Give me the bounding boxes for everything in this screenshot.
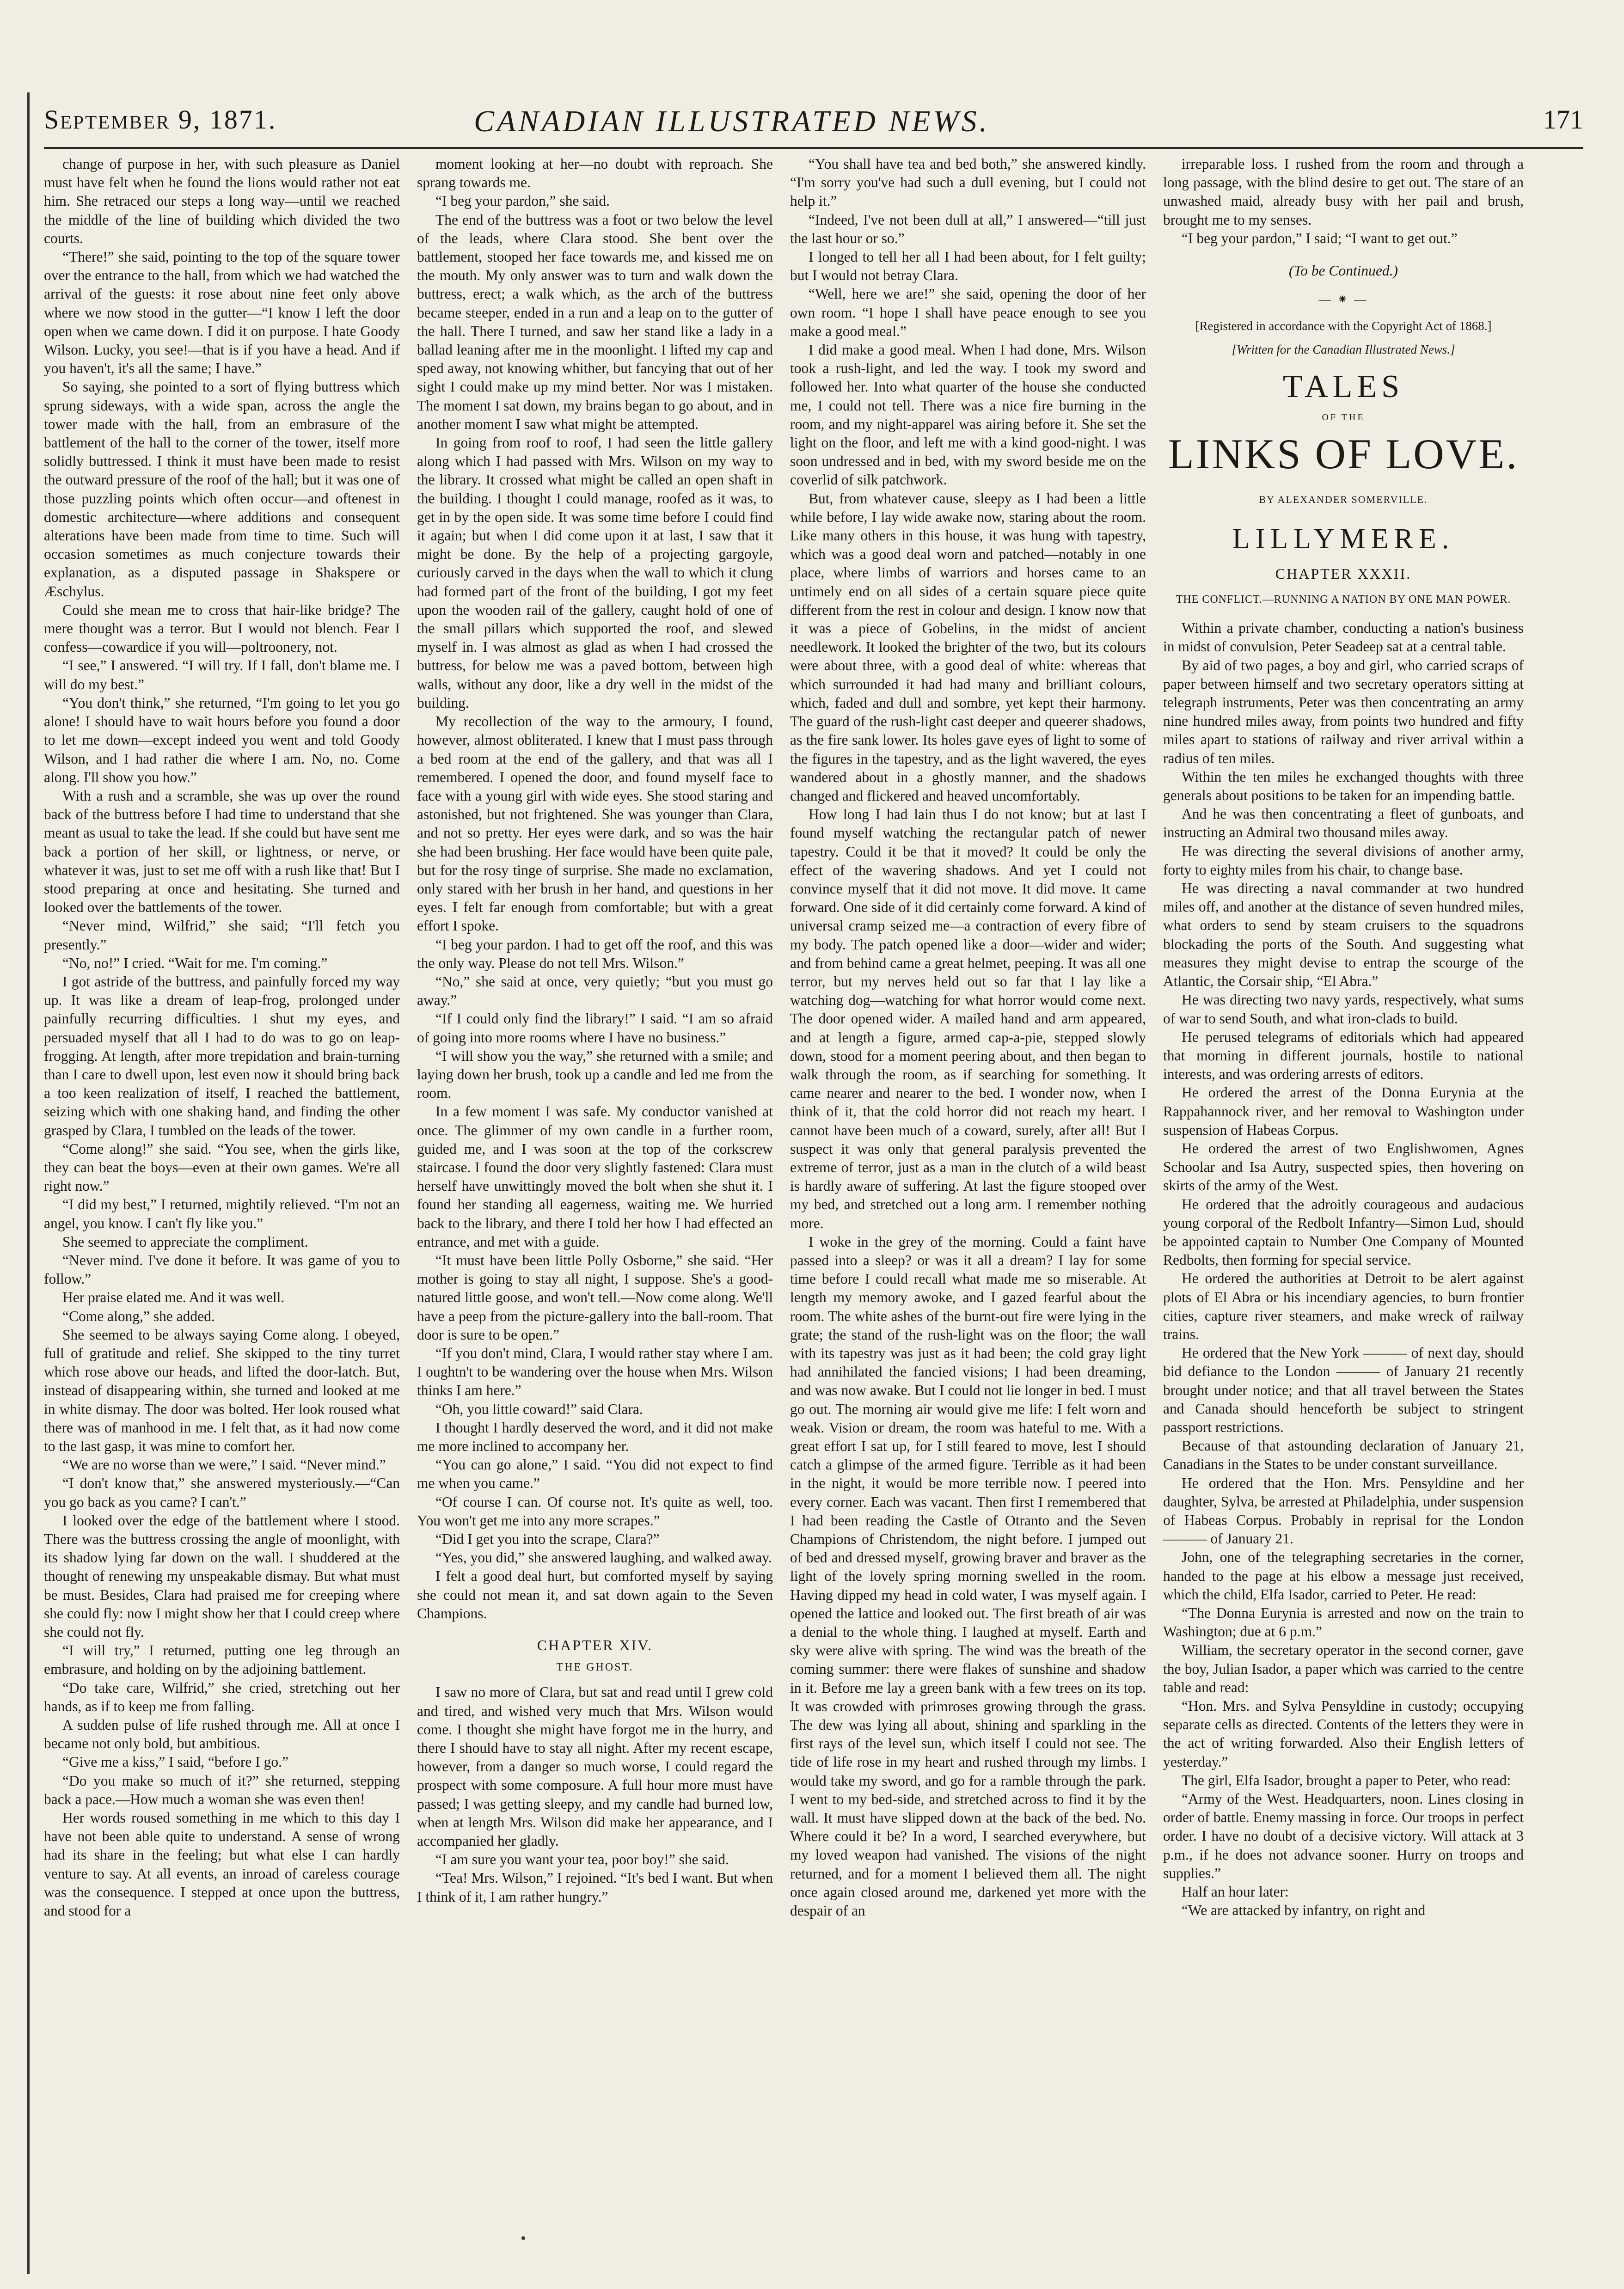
story-title: LILLYMERE. [1232,523,1455,555]
paragraph: “I see,” I answered. “I will try. If I fall, don't blame me. I will do my best.” [44,657,400,692]
paragraph: “No,” she said at once, very quietly; “but you must go away.” [417,973,773,1009]
paragraph: “I am sure you want your tea, poor boy!” she said. [435,1851,729,1868]
paragraph: Half an hour later: [1182,1884,1289,1900]
paragraph: “I don't know that,” she answered mysteriously.—“Can you go back as you came? I can't.” [44,1475,400,1510]
paragraph: “If you don't mind, Clara, I would rather stay where I am. I oughtn't to be wandering over the house when Mrs. Wilson thinks I am here.” [417,1345,773,1399]
paragraph: change of purpose in her, with such pleasure as Daniel must have felt when he found the lions would rather not eat him. She retraced our steps a long way—until we reached the middle of the line of building which divided the two courts. [44,156,400,246]
paragraph: “Never mind. I've done it before. It was game of you to follow.” [44,1252,400,1287]
page-header [44,99,1583,150]
chapter-subhead: THE GHOST. [556,1661,634,1674]
paragraph: He was directing two navy yards, respectively, what sums of war to send South, and what iron-clads to build. [1163,991,1524,1027]
series-title-links: LINKS OF LOVE. [1168,430,1519,477]
paragraph: moment looking at her—no doubt with reproach. She sprang towards me. [417,156,773,191]
column-2 [417,155,773,1906]
paragraph: “Come along,” she added. [62,1308,215,1324]
paragraph: The girl, Elfa Isador, brought a paper to Peter, who read: [1182,1772,1511,1788]
paragraph: She seemed to be always saying Come along. I obeyed, full of gratitude and relief. She skipped to the tiny turret which rose above our heads, and lifted the door-latch. But, instead of disappearing within, she turned and looked at me in white dismay. The door was bolted. Her look roused what there was of manhood in me. I felt that, as it had now come to the last gasp, it was mine to comfort her. [44,1326,400,1455]
paragraph: I woke in the grey of the morning. Could a faint have passed into a sleep? or was it all a dream? I lay for some time before I could recall what made me so miserable. At length my memory awoke, and I gazed fearful about the room. The white ashes of the burnt-out fire were lying in the grate; the stand of the rush-light was on the floor; the wall with its tapestry was just as it had been; the cold gray light had annihilated the fancied visions; I had been dreaming, and was now awake. But I could not lie longer in bed. I must go out. The morning air would give me life: I felt worn and weak. Vision or dream, the room was hateful to me. With a great effort I sat up, for I still feared to move, lest I should catch a glimpse of the armed figure. Terrible as it had been in the night, it would be more terrible now. I peered into every corner. Each was vacant. Then first I remembered that I had been reading the Castle of Otranto and the Seven Champions of Christendom, the night before. I jumped out of bed and dressed myself, growing braver and braver as the light of the lovely spring morning swelled in the room. Having dipped my head in cold water, I was myself again. I opened the lattice and looked out. The first breath of air was a denial to the whole thing. I laughed at myself. Earth and sky were alive with spring. The wind was the breath of the coming summer: there were flakes of sunshine and shadow in it. Before me lay a green bank with a few trees on its top. It was crowded with primroses growing through the grass. The dew was lying all about, shining and sparkling in the first rays of the level sun, which itself I could not see. The tide of life rose in my heart and rushed through my limbs. I would take my sword, and go for a ramble through the park. I went to my bed-side, and stretched across to find it by the wall. It must have slipped down at the back of the bed. No. Where could it be? In a word, I searched everywhere, but my loved weapon had vanished. The visions of the night returned, and for a moment I believed them all. The night once again closed around me, darkened yet more with the despair of an [790,1233,1146,1919]
ornament-divider: — ⁕ — [1318,293,1368,306]
paragraph: “Do you make so much of it?” she returned, stepping back a pace.—How much a woman she was even then! [44,1772,400,1807]
paragraph: In a few moment I was safe. My conductor vanished at once. The glimmer of my own candle in a further room, guided me, and I was soon at the top of the corkscrew staircase. I found the door very slightly fastened: Clara must herself have unwittingly moved the bolt when she shut it. I found her standing all eagerness, waiting me. We hurried back to the library, and there I told her how I had effected an entrance, and met with a guide. [417,1103,773,1250]
paragraph: “I will show you the way,” she returned with a smile; and laying down her brush, took up a candle and led me from the room. [417,1047,773,1102]
copyright-notice: [Registered in accordance with the Copyright Act of 1868.] [1195,319,1492,333]
paragraph: Within the ten miles he exchanged thoughts with three generals about positions to be taken for an impending battle. [1163,768,1524,804]
paragraph: William, the secretary operator in the second corner, gave the boy, Julian Isador, a paper which was carried to the centre table and read: [1163,1642,1524,1695]
paragraph: Because of that astounding declaration of January 21, Canadians in the States to be under constant surveillance. [1163,1438,1524,1473]
paragraph: I did make a good meal. When I had done, Mrs. Wilson took a rush-light, and led the way. I took my sword and followed her. Into what quarter of the house she conducted me, I could not tell. There was a nice fire burning in the room, and my night-apparel was airing before it. She set the light on the floor, and left me with a kind good-night. I was soon undressed and in bed, with my sword beside me on the coverlid of silk patchwork. [790,342,1146,488]
paragraph: irreparable loss. I rushed from the room and through a long passage, with the blind desire to get out. The stare of an unwashed maid, already busy with her pail and brush, brought me to my senses. [1163,156,1524,228]
paragraph: By aid of two pages, a boy and girl, who carried scraps of paper between himself and two secretary operators sitting at telegraph instruments, Peter was then concentrating an army nine hundred miles away, from points two hundred and fifty miles apart to stations of railway and river arrival within a radius of ten miles. [1163,657,1524,766]
paragraph: “You don't think,” she returned, “I'm going to let you go alone! I should have to wait hours before you found a door to let me down—except indeed you went and told Goody Wilson, and I had rather die where I am. No, no. Come along. I'll show you how.” [44,694,400,785]
paragraph: He ordered that the New York ——— of next day, should bid defiance to the London ——— of January 21 recently brought under notice; and that all travel between the States and Canada should henceforth be subject to stringent passport restrictions. [1163,1345,1524,1435]
paragraph: In going from roof to roof, I had seen the little gallery along which I had passed with Mrs. Wilson on my way to the library. It crossed what might be called an open shaft in the building. I thought I could manage, roofed as it was, to get in by the open side. It was some time before I could find it again; but when I did come upon it at last, I saw that it might be done. By the help of a projecting gargoyle, curiously carved in the days when the wall to which it clung had formed part of the front of the building, I got my feet upon the wooden rail of the gallery, caught hold of one of the small pillars which supported the roof, and slewed myself in. I was almost as glad as when I had crossed the buttress, for below me was a paved bottom, between high walls, without any door, like a dry well in the midst of the building. [417,435,773,711]
paragraph: He perused telegrams of editorials which had appeared that morning in different journals, hostile to national interests, and was ordering arrests of editors. [1163,1028,1524,1083]
paragraph: “You can go alone,” I said. “You did not expect to find me when you came.” [417,1457,773,1492]
column-4 [1163,155,1524,1920]
paragraph: She seemed to appreciate the compliment. [62,1233,308,1250]
paragraph: “Well, here we are!” she said, opening the door of her own room. “I hope I shall have peace enough to see you make a good meal.” [790,286,1146,339]
paragraph: “Never mind, Wilfrid,” she said; “I'll fetch you presently.” [44,918,400,953]
paragraph: “Oh, you little coward!” said Clara. [435,1401,643,1417]
paragraph: He was directing a naval commander at two hundred miles off, and another at the distance of seven hundred miles, what orders to send by steam cruisers to the squadrons blockading the ports of the South. And suggesting what measures they might devise to entrap the scourge of the Atlantic, the Corsair ship, “El Abra.” [1163,880,1524,990]
paragraph: He ordered that the adroitly courageous and audacious young corporal of the Redbolt Infantry—Simon Lud, should be appointed captain to Number One Company of Mounted Redbolts, then forming for special service. [1163,1196,1524,1268]
header-date: September 9, 1871. [44,104,277,135]
paragraph: I saw no more of Clara, but sat and read until I grew cold and tired, and wished very much that Mrs. Wilson would come. I thought she might have forgot me in the hurry, and there I should have to stay all night. After my recent escape, however, from a danger so much worse, I could regard the prospect with some composure. A full hour more must have passed; I was getting sleepy, and my candle had burned low, when at length Mrs. Wilson did make her appearance, and I accompanied her gladly. [417,1684,773,1849]
paragraph: “I beg your pardon,” she said. [435,193,610,209]
paragraph: He was directing the several divisions of another army, forty to eighty miles from his chair, to change base. [1163,843,1524,878]
paragraph: “I beg your pardon,” I said; “I want to get out.” [1182,230,1458,246]
paragraph: A sudden pulse of life rushed through me. All at once I became not only bold, but ambitious. [44,1717,400,1752]
paragraph: “I will try,” I returned, putting one leg through an embrasure, and holding on by the adjoining battlement. [44,1642,400,1677]
publication-title: CANADIAN ILLUSTRATED NEWS. [474,104,990,138]
paragraph: I got astride of the buttress, and painfully forced my way up. It was like a dream of leap-frog, prolonged under painfully recurring difficulties. I shut my eyes, and persuaded myself that all I had to do was to go on leap-frogging. At length, after more trepidation and brain-turning than I care to dwell upon, lest even now it should bring back a too keen realization of itself, I reached the battlement, seizing which with one shaking hand, and finding the other grasped by Clara, I tumbled on the leads of the tower. [44,973,400,1138]
written-for-note: [Written for the Canadian Illustrated News.] [1232,343,1455,357]
paragraph: “If I could only find the library!” I said. “I am so afraid of going into more rooms where I have no business.” [417,1010,773,1046]
series-title-of-the: OF THE [1322,412,1365,422]
paragraph: He ordered the authorities at Detroit to be alert against plots of El Abra or his incendiary agencies, to burn frontier cities, capture river steamers, and make wreck of railway trains. [1163,1270,1524,1342]
paragraph: Within a private chamber, conducting a nation's business in midst of convulsion, Peter Seadeep sat at a central table. [1163,620,1524,655]
chapter-heading-2: CHAPTER XXXII. [1275,565,1412,582]
paragraph: But, from whatever cause, sleepy as I had been a little while before, I lay wide awake now, staring about the room. Like many others in this house, it was hung with tapestry, which was a good deal worn and patched—notably in one place, where limbs of warriors and horses came to an untimely end on all sides of a certain square piece quite different from the rest in colour and design. I know now that it was a piece of Gobelins, in the midst of ancient needlework. It looked the brighter of the two, but its colours were about three, with a good deal of white: whereas that which surrounded it had had many and brilliant colours, which, faded and dull and sombre, yet kept their harmony. The guard of the rush-light cast deeper and queerer shadows, as the fire sank lower. Its holes gave eyes of light to some of the figures in the tapestry, and as the light wavered, the eyes wandered about in a ghostly manner, and the shadows changed and flickered and heaved uncomfortably. [790,490,1146,804]
paragraph: “Indeed, I've not been dull at all,” I answered—“till just the last hour or so.” [790,211,1146,246]
paragraph: “Give me a kiss,” I said, “before I go.” [62,1754,288,1770]
paragraph: “We are attacked by infantry, on right and [1182,1902,1426,1919]
paragraph: “Yes, you did,” she answered laughing, and walked away. [435,1549,772,1566]
paragraph: With a rush and a scramble, she was up over the round back of the buttress before I had time to understand that she meant as usual to take the lead. If she could but have sent me back a portion of her skill, or lightness, or nerve, or whatever it was, just to set me off with a rush like that! But I stood preparing at once and hesitating. She turned and looked over the battlements of the tower. [44,787,400,916]
paragraph: Her words roused something in me which to this day I have not been able quite to understand. A sense of wrong had its share in the feeling; but what else I can hardly venture to say. At all events, an inroad of careless courage was the consequence. I stepped at once upon the buttress, and stood for a [44,1810,400,1919]
paragraph: My recollection of the way to the armoury, I found, however, almost obliterated. I knew that I must pass through a bed room at the end of the gallery, and that was all I remembered. I opened the door, and found myself face to face with a young girl with wide eyes. She stood staring and astonished, but not frightened. She was younger than Clara, and not so pretty. Her eyes were dark, and so was the hair she had been brushing. Her face would have been quite pale, but for the rosy tinge of surprise. She made no exclamation, only stared with her brush in her hand, and questions in her eyes. I felt far enough from comfortable; but with a great effort I spoke. [417,713,773,934]
paragraph: “I beg your pardon. I had to get off the roof, and this was the only way. Please do not tell Mrs. Wilson.” [417,936,773,971]
header-rule [44,147,1583,149]
to-be-continued: (To be Continued.) [1289,263,1398,279]
series-title-tales: TALES [1282,368,1404,404]
paragraph: “Hon. Mrs. and Sylva Pensyldine in custody; occupying separate cells as directed. Contents of the letters they were in the act of writing forwarded. Also their English letters of yesterday.” [1163,1698,1524,1770]
paragraph: I looked over the edge of the battlement where I stood. There was the buttress crossing the angle of moonlight, with its shadow lying far down on the wall. I shuddered at the thought of renewing my unspeakable dismay. But what must be must. Besides, Clara had praised me for creeping where she could fly: now I might show her that I could creep where she could not fly. [44,1512,400,1640]
paragraph: “No, no!” I cried. “Wait for me. I'm coming.” [62,955,328,971]
paragraph: And he was then concentrating a fleet of gunboats, and instructing an Admiral two thousand miles away. [1163,806,1524,841]
chapter-summary: THE CONFLICT.—RUNNING A NATION BY ONE MAN POWER. [1176,594,1511,606]
paragraph: The end of the buttress was a foot or two below the level of the leads, where Clara stood. She bent over the battlement, stooped her face towards me, and kissed me on the mouth. My only answer was to turn and walk down the buttress, erect; a walk which, as the arch of the buttress became steeper, ended in a run and a leap on to the gutter of the hall. There I turned, and saw her stand like a lady in a ballad leaning after me in the moonlight. I lifted my cap and sped away, not knowing whither, but fancying that out of her sight I could make up my mind better. Nor was I mistaken. The moment I sat down, my brains began to go about, and in another moment I saw what might be attempted. [417,211,773,432]
binding-edge [27,92,30,2274]
column-3 [790,155,1146,1920]
paragraph: “You shall have tea and bed both,” she answered kindly. “I'm sorry you've had such a dull evening, but I could not help it.” [790,156,1146,209]
paragraph: I felt a good deal hurt, but comforted myself by saying she could not mean it, and sat down again to the Seven Champions. [417,1568,773,1622]
chapter-heading: CHAPTER XIV. [537,1637,653,1654]
paragraph: He ordered that the Hon. Mrs. Pensyldine and her daughter, Sylva, be arrested at Philadelphia, under suspension of Habeas Corpus. Probably in reprisal for the London ——— of January 21. [1163,1475,1524,1547]
paragraph: How long I had lain thus I do not know; but at last I found myself watching the rectangular patch of newer tapestry. Could it be that it moved? It could be only the effect of the wavering shadows. And yet I could not convince myself that it did not move. It did move. It came forward. One side of it did certainly come forward. A kind of universal cramp seized me—a contraction of every fibre of my body. The patch opened like a door—wider and wider; and from behind came a great helmet, peeping. It was all one terror, but my nerves held out so far that I lay like a watching dog—watching for what horror would come next. The door opened wider. A mailed hand and arm appeared, and at length a figure, armed cap-a-pie, stepped slowly down, stood for a moment peering about, and then began to walk through the room, as if searching for something. It came nearer and nearer to the bed. I wonder now, when I think of it, that the cold horror did not reach my heart. I cannot have been much of a coward, surely, after all! But I suspect it was only that general paralysis prevented the extreme of terror, just as a man in the clutch of a wild beast is hardly aware of suffering. At last the figure stooped over my bed, and stretched out a long arm. I remember nothing more. [790,806,1146,1231]
paragraph: “Did I get you into the scrape, Clara?” [435,1531,660,1548]
column-1 [44,155,400,1920]
paragraph: Her praise elated me. And it was well. [62,1289,285,1306]
paragraph: “We are no worse than we were,” I said. “Never mind.” [62,1457,386,1473]
paragraph: Could she mean me to cross that hair-like bridge? The mere thought was a terror. But I would not blench. Fear I confess—cowardice if you will—poltroonery, not. [44,601,400,655]
paragraph: “Tea! Mrs. Wilson,” I rejoined. “It's bed I want. But when I think of it, I am rather hungry.” [417,1870,773,1905]
paragraph: “Army of the West. Headquarters, noon. Lines closing in order of battle. Enemy massing in force. Our troops in perfect order. I have no doubt of a decisive victory. Will attack at 3 p.m., if he does not advance sooner. Hurry on troops and supplies.” [1163,1791,1524,1881]
paragraph: I longed to tell her all I had been about, for I felt guilty; but I would not betray Clara. [790,249,1146,284]
paragraph: “Of course I can. Of course not. It's quite as well, too. You won't get me into any more scrapes.” [417,1493,773,1529]
paragraph: John, one of the telegraphing secretaries in the corner, handed to the page at his elbow a message just received, which the child, Elfa Isador, carried to Peter. He read: [1163,1549,1524,1603]
paragraph: He ordered the arrest of the Donna Eurynia at the Rappahannock river, and her removal to Washington under suspension of Habeas Corpus. [1163,1084,1524,1138]
paragraph: I thought I hardly deserved the word, and it did not make me more inclined to accompany her. [417,1419,773,1455]
paragraph: “The Donna Eurynia is arrested and now on the train to Washington; due at 6 p.m.” [1163,1605,1524,1640]
paragraph: He ordered the arrest of two Englishwomen, Agnes Schoolar and Isa Autry, suspected spies, then hovering on skirts of the army of the West. [1163,1140,1524,1194]
paragraph: “There!” she said, pointing to the top of the square tower over the entrance to the hall, from which we had watched the arrival of the guests: it rose about nine feet only above where we now stood in the gutter—“I know I left the door open when we came down. I did it on purpose. I hate Goody Wilson. Lucky, you see!—that is if you have a head. And if you haven't, it's all the same; I have.” [44,249,400,377]
paragraph: So saying, she pointed to a sort of flying buttress which sprung sideways, with a wide span, across the angle the tower made with the hall, from an embrasure of the battlement of the hall to the corner of the tower, itself more solidly buttressed. I think it must have been made to resist the outward pressure of the roof of the hall; but it was one of those puzzling points which often occur—and oftenest in domestic architecture—where additions and consequent alterations have been made from time to time. Such will occasion sometimes as much conjecture towards their explanation, as a disputed passage in Shakspere or Æschylus. [44,379,400,600]
page-number: 171 [1543,104,1583,135]
author-byline: BY ALEXANDER SOMERVILLE. [1259,493,1428,505]
paragraph: “Come along!” she said. “You see, when the girls like, they can beat the boys—even at their own games. We're all right now.” [44,1140,400,1194]
paragraph: “It must have been little Polly Osborne,” she said. “Her mother is going to stay all night, I suppose. She's a good-natured little goose, and won't tell.—Now come along. We'll have a peep from the picture-gallery into the ball-room. That door is sure to be open.” [417,1252,773,1343]
print-speck [521,2236,525,2240]
paragraph: “I did my best,” I returned, mightily relieved. “I'm not an angel, you know. I can't fly like you.” [44,1196,400,1231]
paragraph: “Do take care, Wilfrid,” she cried, stretching out her hands, as if to keep me from falling. [44,1679,400,1714]
